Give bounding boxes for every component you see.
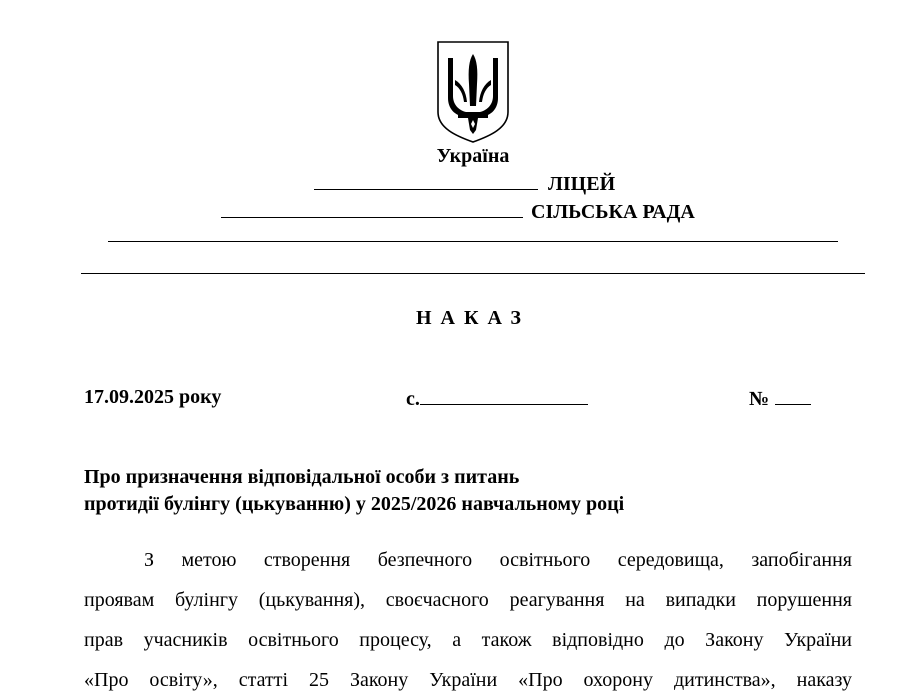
- body-line-4: «Про освіту», статті 25 Закону України «Про охорону дитинства», наказу: [84, 669, 852, 691]
- order-body: [84, 540, 852, 700]
- council-label: СІЛЬСЬКА РАДА: [531, 201, 695, 223]
- institution-line: [314, 171, 615, 196]
- number-blank: [775, 385, 811, 405]
- body-line-1: З метою створення безпечного освітнього середовища, запобігання: [144, 549, 852, 571]
- order-date: 17.09.2025 року: [84, 386, 222, 408]
- country-name: Україна: [436, 145, 510, 167]
- institution-blank: [314, 171, 538, 190]
- place-blank: [420, 385, 588, 405]
- body-line-3: прав учасників освітнього процесу, а також відповідно до Закону України: [84, 629, 852, 651]
- order-number: [749, 385, 811, 411]
- order-title: НАКАЗ: [415, 307, 530, 329]
- place-prefix: с.: [406, 388, 420, 410]
- council-line: [221, 199, 695, 224]
- body-line-2: проявам булінгу (цькування), своєчасного реагування на випадки порушення: [84, 589, 852, 611]
- council-blank: [221, 199, 523, 218]
- header-rule-top: [108, 241, 838, 242]
- order-place: [406, 385, 588, 411]
- subject-line-1: Про призначення відповідальної особи з питань: [84, 466, 520, 488]
- order-subject: [84, 464, 624, 518]
- number-prefix: №: [749, 388, 770, 410]
- trident-emblem-icon: [436, 40, 510, 144]
- header-rule-bottom: [81, 273, 865, 274]
- institution-label: ЛІЦЕЙ: [548, 173, 616, 195]
- subject-line-2: протидії булінгу (цькуванню) у 2025/2026 навчальному році: [84, 493, 625, 515]
